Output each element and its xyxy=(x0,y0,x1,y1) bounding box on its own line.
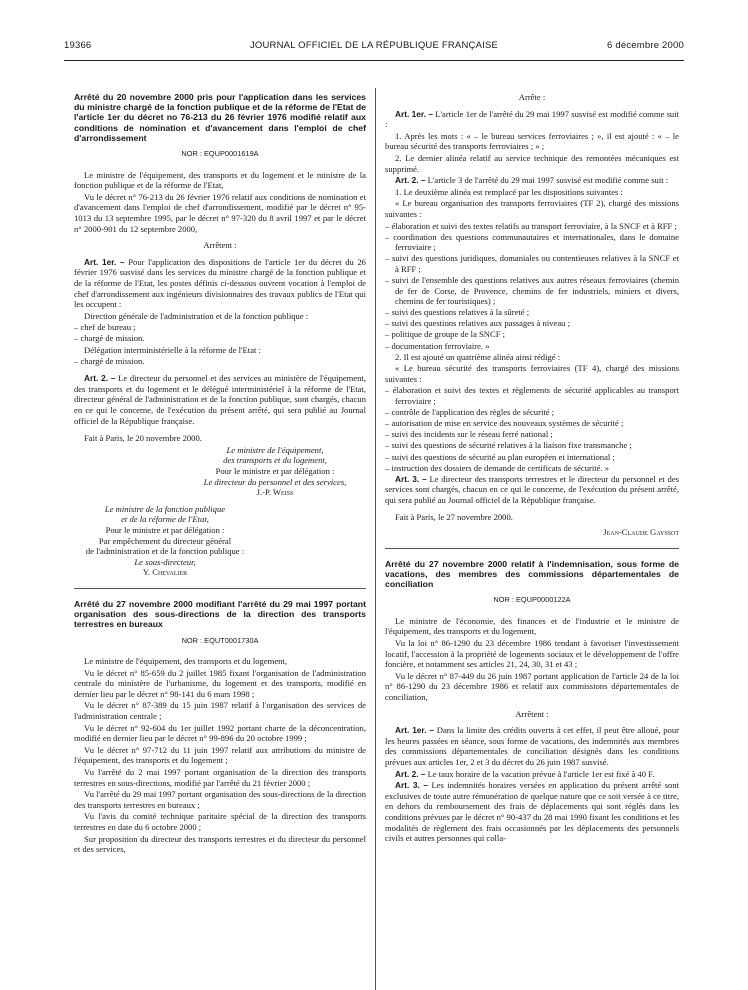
list-item: – suivi des questions juridiques, domaniales ou contentieuses relatives à la SNCF et à RFF ; xyxy=(385,253,679,274)
visa: Vu le décret n° 85-659 du 2 juillet 1985 fixant l'organisation de l'administration centrale du ministère de l'urbanisme, du logement et des transports, modifié en dernier lieu par le décret n° 98-141 du 6 mars 1998 ; xyxy=(74,667,366,699)
issue-date: 6 décembre 2000 xyxy=(607,40,684,51)
delegation-line: Par empêchement du directeur général xyxy=(98,535,232,546)
signatory-name: J.-P. Weiss xyxy=(256,487,294,498)
decree-title: Arrêté du 20 novembre 2000 pris pour l'application dans les services du ministre chargé de la fonction publique et de la réforme de l'Etat de l'article 1er du décret no 76-213 du 26 février 1976 modifié relatif aux conditions de nomination et d'avancement dans l'emploi de chef d'arrondissement xyxy=(74,92,366,143)
amendment: « Le bureau organisation des transports ferroviaires (TF 2), chargé des missions suivantes : xyxy=(385,198,679,219)
signatory-name: Y. Chevalier xyxy=(142,567,188,578)
article-3 xyxy=(385,780,679,844)
article-3 xyxy=(385,474,679,506)
visa: Vu l'arrêté du 29 mai 1997 portant organisation des sous-directions de la direction des transports terrestres en bureaux ; xyxy=(74,789,366,810)
list-item: – suivi des questions relatives à la sûreté ; xyxy=(385,307,530,318)
visa: Sur proposition du directeur des transports terrestres et du directeur du personnel et des services, xyxy=(74,833,366,855)
list-item: – contrôle de l'application des règles de sécurité ; xyxy=(385,407,555,418)
signatory-title: et de la réforme de l'Etat, xyxy=(121,514,209,525)
journal-title: JOURNAL OFFICIEL DE LA RÉPUBLIQUE FRANÇAISE xyxy=(249,40,499,51)
decree-title: Arrêté du 27 novembre 2000 relatif à l'indemnisation, sous forme de vacations, des membres des commissions départementales de conciliation xyxy=(385,558,679,590)
visa: Vu le décret n° 87-389 du 15 juin 1987 relatif à l'organisation des services de l'administration centrale ; xyxy=(74,700,366,722)
list-item: – autorisation de mise en service des nouveaux systèmes de sécurité ; xyxy=(385,418,624,429)
list-item: – coordination des questions communautaires et internationales, dans le domaine ferroviaire ; xyxy=(385,231,679,253)
list-item: – suivi des questions de sécurité au plan européen et international ; xyxy=(385,451,615,462)
signatory-title: Le sous-directeur, xyxy=(134,556,196,567)
delegation-line: Pour le ministre et par délégation : xyxy=(215,465,335,476)
article-text: Pour l'application des dispositions de l'article 1er du décret du 26 février 1976 susvisé dans les services du ministre chargé de la fonction publique et de la réforme de l'Etat, les postes définis ci-dessous ouvrent vocation à l'emploi de chef d'arrondissement aux ingénieurs divisionnaires des travaux publics de l'Etat qui les occupent : xyxy=(74,256,366,310)
signatory-title: Le directeur du personnel et des services, xyxy=(203,476,347,487)
preamble: Le ministre de l'économie, des finances et de l'industrie et le ministre de l'équipement, des transports et du logement, xyxy=(385,615,679,637)
nor-reference: NOR : EQUT0001730A xyxy=(181,635,259,645)
article-label: Art. 2. – xyxy=(395,175,426,186)
signatory-title: Le ministre de la fonction publique xyxy=(104,503,226,514)
column-divider xyxy=(375,88,376,990)
right-column xyxy=(385,92,679,845)
list-item: – suivi des questions relatives aux passages à niveau ; xyxy=(385,318,570,329)
service-heading: Direction générale de l'administration et de la fonction publique : xyxy=(84,310,309,321)
amendment: 1. Après les mots : « – le bureau services ferroviaires ; », il est ajouté : « – le bureau sécurité des transports ferroviaires ; » ; xyxy=(385,130,679,152)
article-label: Art. 1er. – xyxy=(395,108,433,119)
visa: Vu l'arrêté du 2 mai 1997 portant organisation de la direction des transports terrestres en sous-directions, modifié par l'arrêté du 21 février 2000 ; xyxy=(74,767,366,788)
preamble: Le ministre de l'équipement, des transports et du logement et le ministre de la fonction publique et de la réforme de l'Etat, xyxy=(74,169,366,191)
delegation-line: de l'administration et de la fonction publique : xyxy=(85,546,245,557)
amendment: 2. Le dernier alinéa relatif au service technique des remontées mécaniques est supprimé. xyxy=(385,152,679,174)
date-line: Fait à Paris, le 20 novembre 2000. xyxy=(84,433,202,444)
list-item: – suivi des questions de sécurité relatives à la liaison fixe transmanche ; xyxy=(385,440,632,451)
nor-reference: NOR : EQUP0001619A xyxy=(181,149,259,159)
article-label: Art. 1er. – xyxy=(395,725,435,736)
article-1 xyxy=(385,725,679,767)
article-text: Dans la limite des crédits ouverts à cet effet, il peut être alloué, pour les heures passées en séance, sous forme de vacations, des indemnités aux membres des commissions départementales de conciliation désignés dans les conditions prévues aux articles 1er, 2 et 3 du décret du 26 juin 1987 susvisé. xyxy=(385,725,679,767)
visa: Vu le décret n° 87-449 du 26 juin 1987 portant application de l'article 24 de la loi n° 86-1290 du 23 décembre 1986 et relatif aux commissions départementales de conciliation, xyxy=(385,670,679,703)
list-item: – élaboration et suivi des textes et règlements de sécurité applicables au transport ferroviaire ; xyxy=(385,385,679,407)
article-text: L'article 1er de l'arrêté du 29 mai 1997 susvisé est modifié comme suit : xyxy=(385,108,679,130)
article-text: Le directeur du personnel et des services au ministère de l'équipement, des transports et du logement et le délégué interministériel à la réforme de l'Etat, directeur général de l'administration et de la fonction publique, sont chargés, chacun en ce qui le concerne, de l'exécution du présent arrêté, qui sera publié au Journal officiel de la République française. xyxy=(74,373,366,426)
visa: Vu la loi n° 86-1290 du 23 décembre 1986 tendant à favoriser l'investissement locatif, l'accession à la propriété de logements sociaux et le développement de l'offre foncière, et notamment ses articles 21, 24, 30, 31 et 43 ; xyxy=(385,638,679,670)
signature-block-1 xyxy=(184,445,366,498)
article-2 xyxy=(385,769,679,780)
article-text: Les indemnités horaires versées en application du présent arrêté sont exclusives de toute autre rémunération de quelque nature que ce soit versée à ce titre, en dehors du remboursement des frais de déplacements qui sont réglés dans les conditions prévues par le décret n° 90-437 du 28 mai 1990 fixant les conditions et les modalités de règlement des frais occasionnés par les déplacements des personnels civils et autres personnes qui colla- xyxy=(385,780,680,844)
list-item: – chef de bureau ; xyxy=(74,322,136,333)
visa: Vu le décret n° 97-712 du 11 juin 1997 relatif aux attributions du ministre de l'équipement, des transports et du logement ; xyxy=(74,744,366,766)
missions-list xyxy=(385,385,679,473)
list-item: – suivi des incidents sur le réseau ferré national ; xyxy=(385,429,553,440)
signature-block-2 xyxy=(74,504,256,578)
amendment: 1. Le deuxième alinéa est remplacé par les dispositions suivantes : xyxy=(395,186,623,197)
article-text: Le taux horaire de la vacation prévue à l'article 1er est fixé à 40 F. xyxy=(425,768,655,779)
delegation-line: Pour le ministre et par délégation : xyxy=(105,524,225,535)
list-item: – élaboration et suivi des textes relatifs au transport ferroviaire, à la SNCF et à RFF ; xyxy=(385,220,677,231)
service-heading: Délégation interministérielle à la réforme de l'Etat : xyxy=(84,344,261,355)
arretent-heading: Arrêtent : xyxy=(203,240,237,251)
page-header xyxy=(64,38,684,54)
amendment: 2. Il est ajouté un quatrième alinéa ainsi rédigé : xyxy=(395,351,561,362)
visa: Vu l'avis du comité technique paritaire spécial de la direction des transports terrestres en date du 6 octobre 2000 ; xyxy=(74,811,366,832)
article-label: Art. 3. – xyxy=(395,780,429,791)
article-1 xyxy=(385,109,679,130)
article-2 xyxy=(74,373,366,426)
date-line: Fait à Paris, le 27 novembre 2000. xyxy=(395,512,513,523)
article-2 xyxy=(385,175,679,186)
article-label: Art. 3. – xyxy=(395,473,427,484)
signatory-name: Jean-Claude Gayssot xyxy=(603,527,679,538)
article-text: Le directeur des transports terrestres et le directeur du personnel et des services sont chargés, chacun en ce qui le concerne, de l'exécution du présent arrêté, qui sera publié au Journal officiel de la République française. xyxy=(385,473,679,505)
section-separator xyxy=(385,548,679,549)
article-label: Art. 1er. – xyxy=(84,256,125,267)
left-column xyxy=(74,92,366,856)
arretent-heading: Arrêtent : xyxy=(515,708,549,719)
arrete-heading: Arrête : xyxy=(518,92,546,102)
list-item: – chargé de mission. xyxy=(74,333,145,344)
page-number: 19366 xyxy=(64,40,92,51)
visa: Vu le décret n° 92-604 du 1er juillet 1992 portant charte de la déconcentration, modifié en dernier lieu par le décret n° 99-896 du 20 octobre 1999 ; xyxy=(74,722,366,744)
preamble: Le ministre de l'équipement, des transports et du logement, xyxy=(84,656,287,667)
signatory-title: des transports et du logement, xyxy=(223,455,327,466)
amendment: « Le bureau sécurité des transports ferroviaires (TF 4), chargé des missions suivantes : xyxy=(385,363,679,384)
list-item: – politique de groupe de la SNCF ; xyxy=(385,329,506,340)
decree-title: Arrêté du 27 novembre 2000 modifiant l'arrêté du 29 mai 1997 portant organisation des sous-directions de la direction des transports terrestres en bureaux xyxy=(74,598,366,630)
signatory-title: Le ministre de l'équipement, xyxy=(226,444,324,455)
article-1 xyxy=(74,257,366,310)
list-item: – chargé de mission. xyxy=(74,356,145,367)
section-separator xyxy=(74,588,366,589)
header-rule xyxy=(64,60,684,61)
list-item: – suivi de l'ensemble des questions relatives aux autres réseaux ferroviaires (chemin de fer de Corse, de Provence, chemins de fer industriels, miniers et divers, chemins de fer touristiques) ; xyxy=(385,275,679,307)
article-label: Art. 2. – xyxy=(395,768,426,779)
list-item: – instruction des dossiers de demande de certificats de sécurité. » xyxy=(385,462,610,473)
list-item: – documentation ferroviaire. » xyxy=(385,340,490,351)
article-text: L'article 3 de l'arrêté du 29 mai 1997 susvisé est modifié comme suit : xyxy=(425,175,669,186)
missions-list xyxy=(385,221,679,352)
article-label: Art. 2. – xyxy=(84,373,116,384)
nor-reference: NOR : EQUP0000122A xyxy=(493,595,571,605)
visa: Vu le décret n° 76-213 du 26 février 1976 relatif aux conditions de nomination et d'avancement dans l'emploi de chef d'arrondissement, modifié par le décret n° 95-1013 du 13 septembre 1995, par le décret n° 97-320 du 8 avril 1997 et par le décret n° 2000-901 du 12 septembre 2000, xyxy=(74,191,366,234)
